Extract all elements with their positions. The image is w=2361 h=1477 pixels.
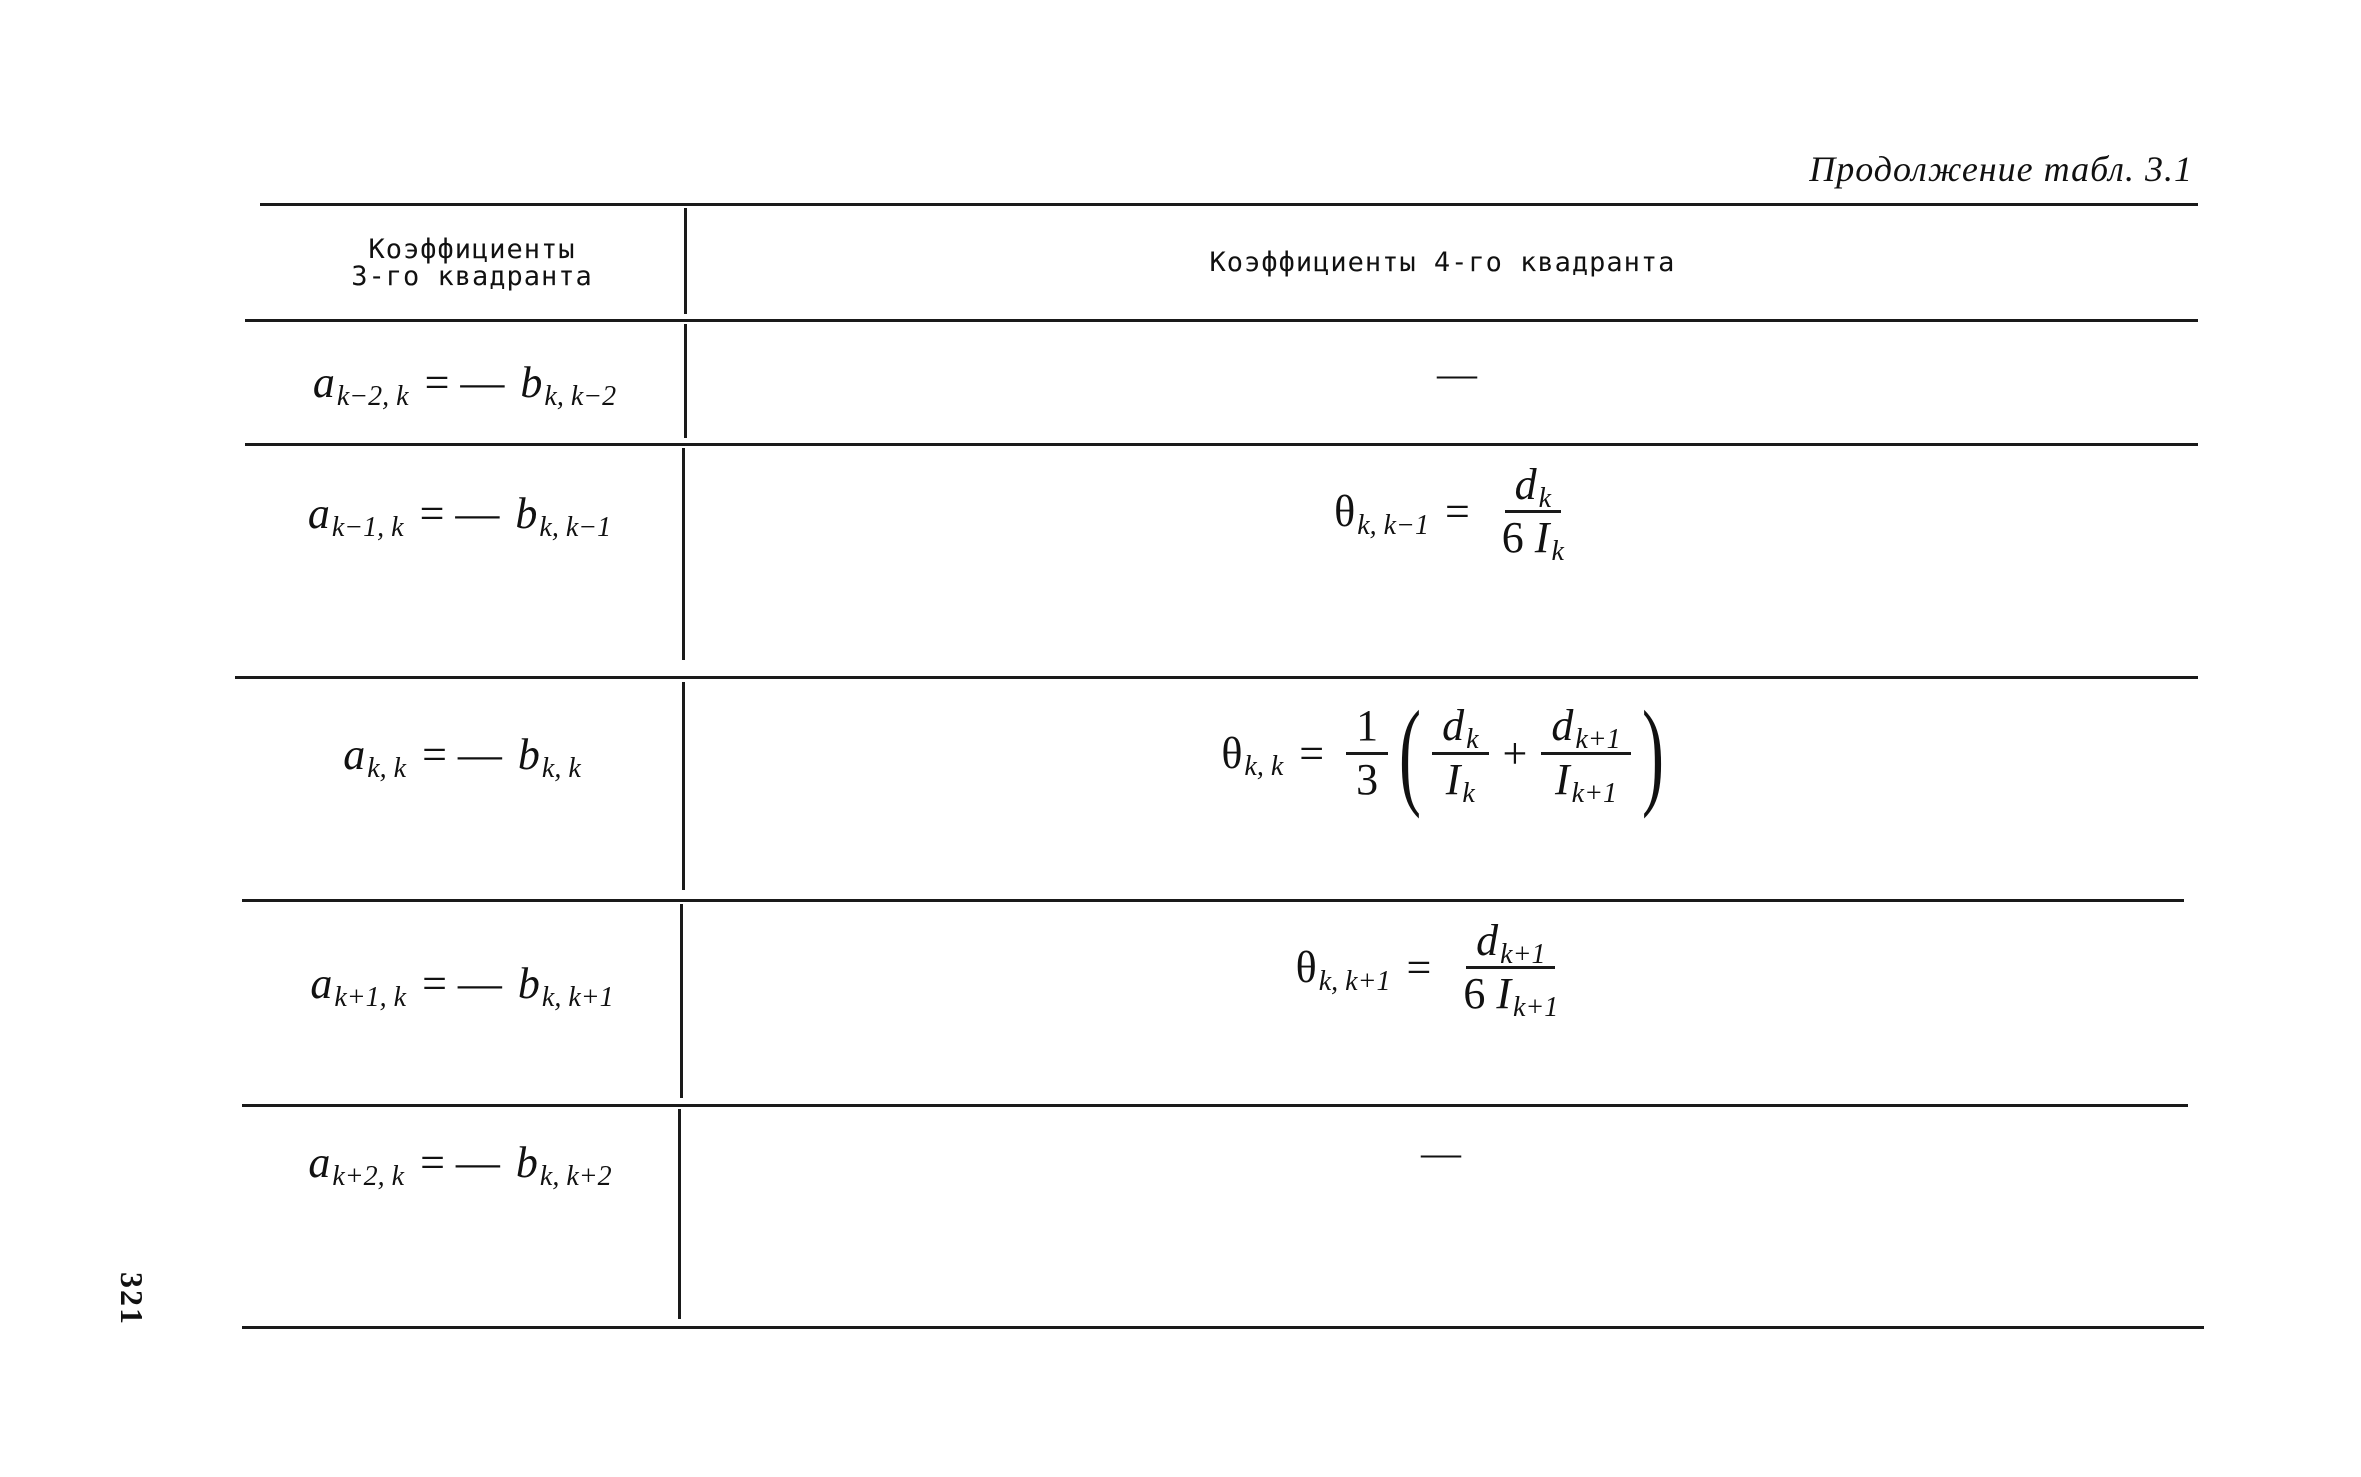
row-4-q3-cell [242,902,682,1104]
row-2-q4-cell [687,446,2227,676]
row-3-q3-cell [242,679,682,899]
row-3-q4-formula: θ k, k = $\frac{1}{3}$ ( $\frac{dk}{Ik}$ + $\frac{dk+1}{Ik+1}$ ) [1221,686,1664,819]
row-2-q4-formula: θ k, k−1 = $\frac{dk}{6 Ik}$ [1334,460,1580,563]
left-paren: ( [1399,686,1422,819]
row-2-q3-formula: a k−1, k = — b k, k−1 [307,489,612,543]
row-3-coef-fraction: $\frac{1}{3}$ [1346,701,1388,804]
row-4-q4-formula: θ k, k+1 = $\frac{dk+1}{6 Ik+1}$ [1296,916,1575,1019]
row-3-q3-formula: a k, k = — b k, k [343,730,581,784]
row-4-fraction: $\frac{dk+1}{6 Ik+1}$ [1463,916,1559,1024]
row-2-fraction: $\frac{dk}{6 Ik}$ [1501,460,1564,568]
row-5-q3-formula: a k+2, k = — b k, k+2 [308,1138,612,1192]
row-2-q3-cell [235,446,684,676]
row-3-fraction-2: $\frac{dk+1}{Ik+1}$ [1541,701,1630,804]
row-1-q3-formula: a k−2, k = — b k, k−2 [312,358,617,412]
row-5-q4-dash: — [1421,1130,1461,1175]
page-number: 321 [114,1272,150,1326]
header-col1-line1: Коэффициенты [368,233,576,265]
row-1-q4-cell [687,322,2227,443]
row-4-q3-formula: a k+1, k = — b k, k+1 [310,959,614,1013]
row-3-fraction-1: $\frac{dk}{Ik}$ [1432,701,1488,804]
right-paren: ) [1641,686,1664,819]
table-caption: Продолжение табл. 3.1 [1809,149,2193,189]
header-col2-label: Коэффициенты 4-го квадранта [1209,247,1676,278]
row-1-q3-cell [245,322,684,443]
header-col2 [687,206,2198,319]
row-1-q4-dash: — [1437,351,1477,396]
plus-sign: + [1502,728,1528,778]
header-col1-line2: 3-го квадранта [351,260,593,292]
row-5-q3-cell [242,1107,678,1326]
row-5-q4-cell [681,1107,2201,1326]
header-col1 [260,206,684,319]
row-4-q4-cell [685,902,2185,1104]
table-bottom-rule [242,1326,2204,1329]
row-3-q4-cell [685,679,2205,899]
